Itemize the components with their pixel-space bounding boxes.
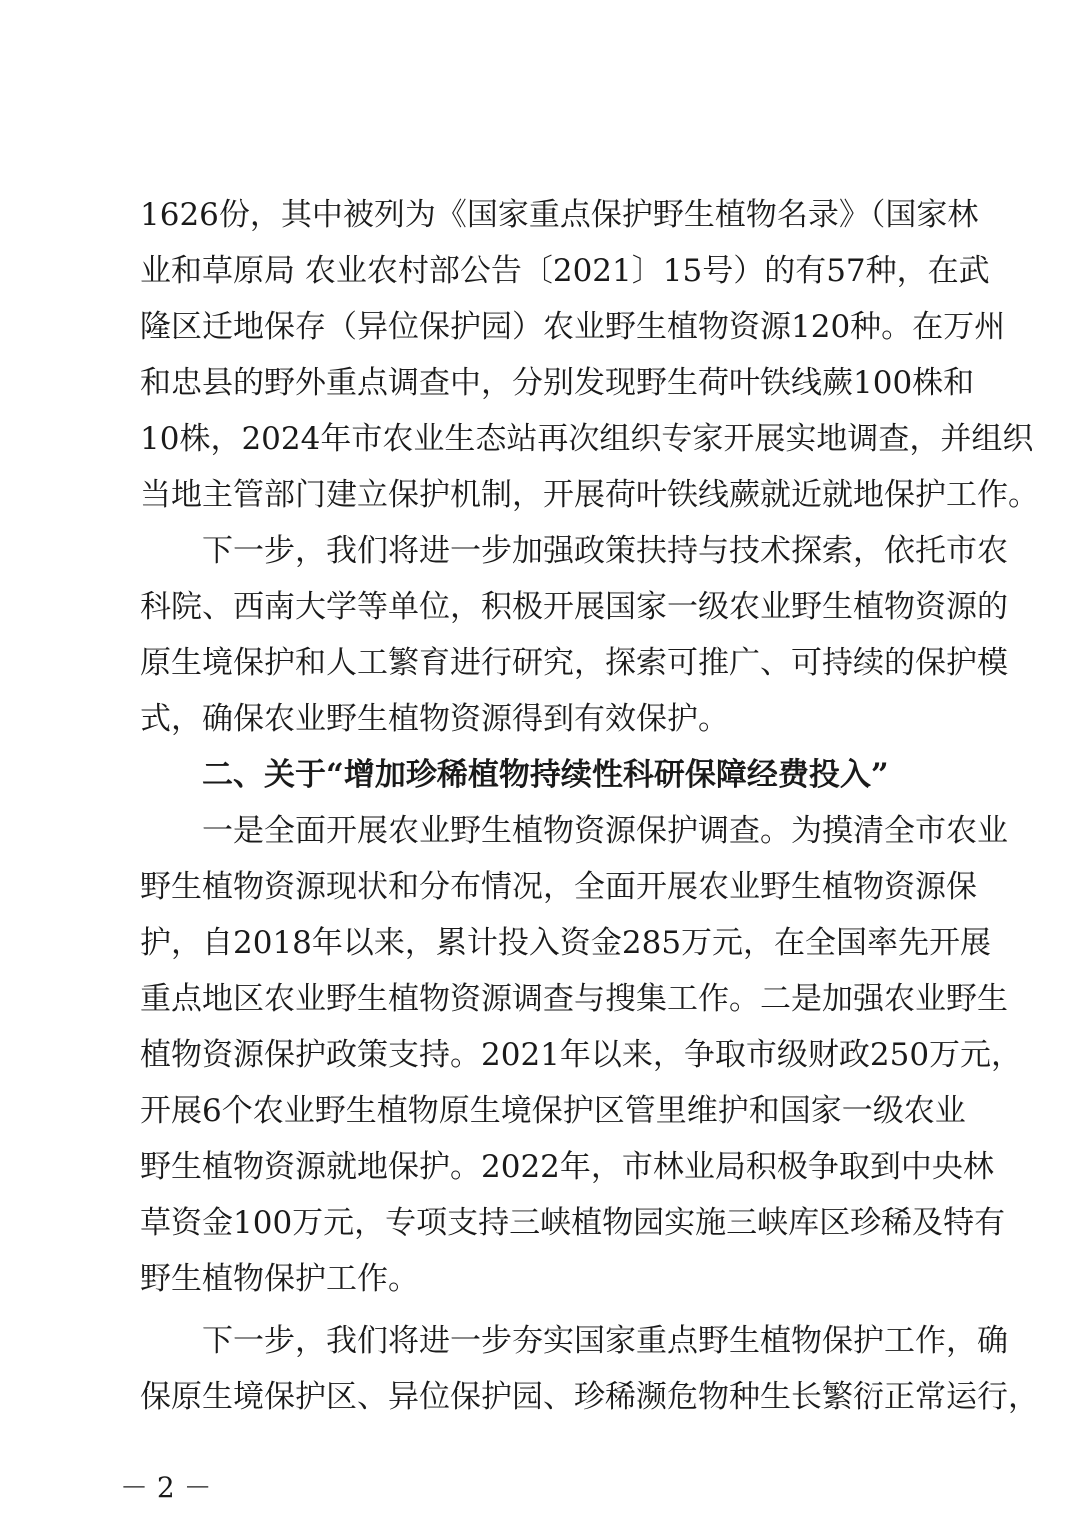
body-line-2: 业和草原局 农业农村部公告〔2021〕15号）的有57种，在武	[140, 253, 990, 289]
body-line-10: 式，确保农业野生植物资源得到有效保护。	[140, 701, 729, 737]
body-line-7: 下一步，我们将进一步加强政策扶持与技术探索，依托市农	[202, 533, 1008, 569]
body-line-20: 野生植物保护工作。	[140, 1261, 419, 1297]
body-line-12: 一是全面开展农业野生植物资源保护调查。为摸清全市农业	[202, 813, 1008, 849]
body-line-19: 草资金100万元，专项支持三峡植物园实施三峡库区珍稀及特有	[140, 1205, 1006, 1241]
body-line-22: 保原生境保护区、异位保护园、珍稀濒危物种生长繁衍正常运行，	[140, 1379, 1039, 1415]
body-line-16: 植物资源保护政策支持。2021年以来，争取市级财政250万元，	[140, 1037, 1023, 1073]
body-line-13: 野生植物资源现状和分布情况，全面开展农业野生植物资源保	[140, 869, 977, 905]
body-line-3: 隆区迁地保存（异位保护园）农业野生植物资源120种。在万州	[140, 309, 1006, 345]
body-line-21: 下一步，我们将进一步夯实国家重点野生植物保护工作，确	[202, 1323, 1008, 1359]
body-line-1: 1626份，其中被列为《国家重点保护野生植物名录》（国家林	[140, 197, 979, 233]
body-line-5: 10株，2024年市农业生态站再次组织专家开展实地调查，并组织	[140, 421, 1034, 457]
body-line-8: 科院、西南大学等单位，积极开展国家一级农业野生植物资源的	[140, 589, 1008, 625]
body-line-9: 原生境保护和人工繁育进行研究，探索可推广、可持续的保护模	[140, 645, 1008, 681]
body-line-15: 重点地区农业野生植物资源调查与搜集工作。二是加强农业野生	[140, 981, 1008, 1017]
section-heading: 二、关于“增加珍稀植物持续性科研保障经费投入”	[202, 757, 889, 793]
body-line-14: 护，自2018年以来，累计投入资金285万元，在全国率先开展	[140, 925, 992, 961]
body-line-18: 野生植物资源就地保护。2022年，市林业局积极争取到中央林	[140, 1149, 994, 1185]
body-line-17: 开展6个农业野生植物原生境保护区管里维护和国家一级农业	[140, 1093, 966, 1129]
page-number: － 2 －	[120, 1471, 212, 1504]
body-line-4: 和忠县的野外重点调查中，分别发现野生荷叶铁线蕨100株和	[140, 365, 975, 401]
body-line-6: 当地主管部门建立保护机制，开展荷叶铁线蕨就近就地保护工作。	[140, 477, 1039, 513]
